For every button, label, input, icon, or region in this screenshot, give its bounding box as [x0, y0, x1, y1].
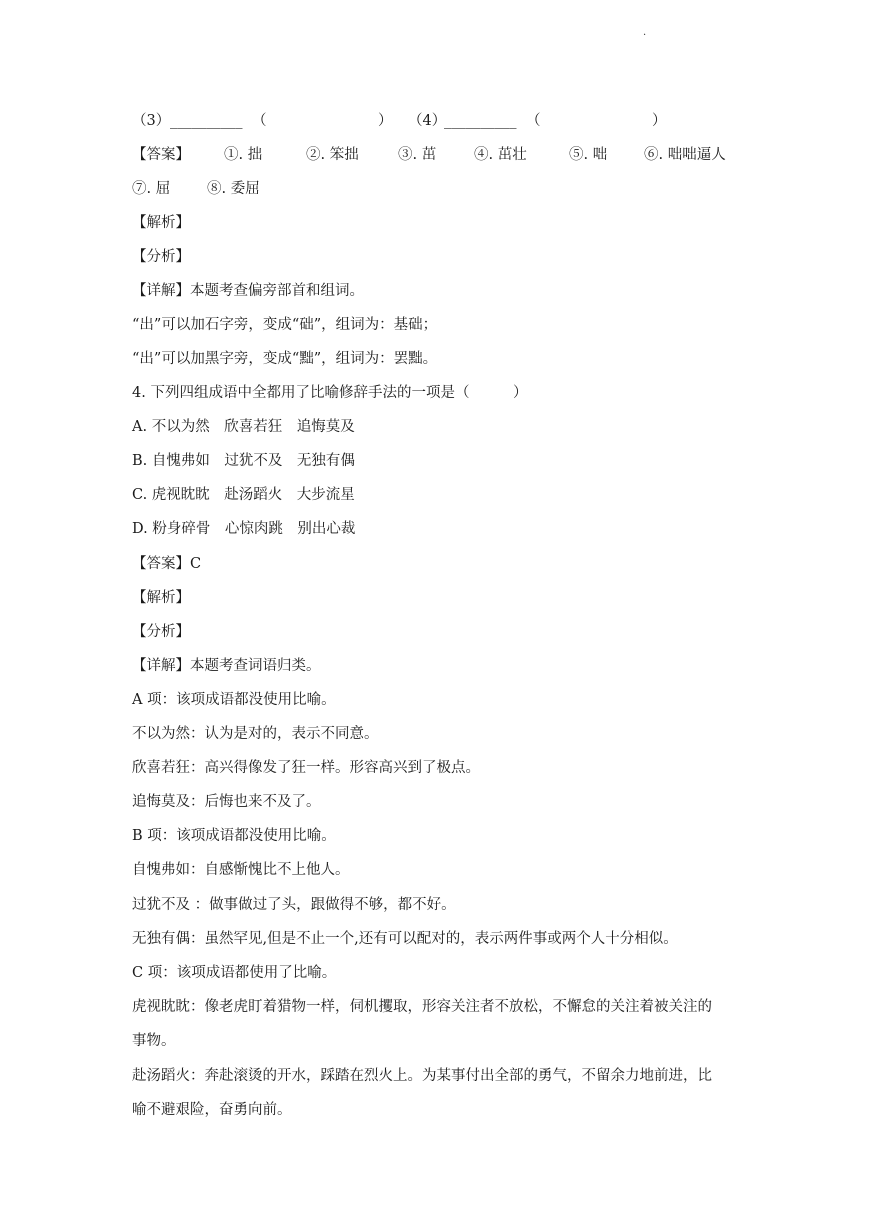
item4-blank: __________: [444, 113, 517, 129]
q4-breakdown-heading: 【分析】: [132, 624, 190, 640]
q4-detail-line: A 项：该项成语都没使用比喻。: [132, 692, 336, 708]
q3-detail-line: 【详解】本题考查偏旁部首和组词。: [132, 283, 364, 299]
q3-answer-item: ④. 茁壮: [474, 147, 527, 163]
q3-answer-item: ①. 拙: [224, 147, 263, 163]
q3-answer-item: ③. 茁: [398, 147, 437, 163]
q3-detail-line: “出”可以加黑字旁，变成“黜”，组词为：罢黜。: [132, 351, 438, 367]
q4-detail-line: 自愧弗如：自感惭愧比不上他人。: [132, 862, 350, 878]
q4-detail-line: C 项：该项成语都使用了比喻。: [132, 965, 337, 981]
q3-answer-item: ⑤. 咄: [569, 147, 608, 163]
q3-detail-line: “出”可以加石字旁，变成“础”，组词为：基础；: [132, 317, 438, 333]
q4-detail-line: 喻不避艰险，奋勇向前。: [132, 1102, 292, 1118]
q4-detail-line: B 项：该项成语都没使用比喻。: [132, 828, 336, 844]
q4-detail-line: 不以为然：认为是对的，表示不同意。: [132, 726, 379, 742]
q4-detail-line: 过犹不及 ：做事做过了头，跟做得不够，都不好。: [132, 897, 456, 913]
q4-option-a: A. 不以为然 欣喜若狂 追悔莫及: [132, 419, 355, 435]
q3-answer-row-2: [132, 179, 332, 199]
q4-detail-line: 赴汤蹈火：奔赴滚烫的开水，踩踏在烈火上。为某事付出全部的勇气，不留余力地前进，比: [132, 1068, 712, 1084]
q3-answer-item: ⑦. 屈: [132, 181, 171, 197]
page-mark: .: [643, 27, 647, 38]
q4-option-b: B. 自愧弗如 过犹不及 无独有偶: [132, 453, 355, 469]
q4-detail-line: 事物。: [132, 1033, 176, 1049]
q4-detail-line: 虎视眈眈：像老虎盯着猎物一样，伺机攫取，形容关注者不放松，不懈怠的关注着被关注的: [132, 999, 712, 1015]
q4-detail-line: 无独有偶：虽然罕见,但是不止一个,还有可以配对的，表示两件事或两个人十分相似。: [132, 931, 678, 947]
item3-label: （3）: [132, 113, 171, 129]
q3-analysis-heading: 【解析】: [132, 215, 190, 231]
q3-answer-item: ⑥. 咄咄逼人: [644, 147, 726, 163]
item4-paren-open: （: [526, 113, 541, 129]
q4-option-d: D. 粉身碎骨 心惊肉跳 别出心裁: [132, 521, 356, 537]
q4-detail-line: 欣喜若狂：高兴得像发了狂一样。形容高兴到了极点。: [132, 760, 480, 776]
q4-detail-line: 【详解】本题考查词语归类。: [132, 658, 321, 674]
item4-paren-close: ）: [652, 113, 667, 129]
q3-answer-item: ⑧. 委屈: [207, 181, 260, 197]
q4-stem: 4. 下列四组成语中全都用了比喻修辞手法的一项是（ ）: [132, 385, 528, 401]
blanks-row: [132, 111, 752, 131]
q3-answer-label: 【答案】: [132, 147, 190, 163]
q3-answer-row: [132, 145, 752, 165]
q4-answer: 【答案】C: [132, 556, 202, 572]
q3-answer-item: ②. 笨拙: [306, 147, 359, 163]
item3-paren-close: ）: [378, 113, 393, 129]
q3-breakdown-heading: 【分析】: [132, 249, 190, 265]
q4-option-c: C. 虎视眈眈 赴汤蹈火 大步流星: [132, 487, 355, 503]
q4-analysis-heading: 【解析】: [132, 590, 190, 606]
item3-paren-open: （: [252, 113, 267, 129]
item4-label: （4）: [408, 113, 447, 129]
q4-detail-line: 追悔莫及：后悔也来不及了。: [132, 794, 321, 810]
item3-blank: __________: [170, 113, 243, 129]
